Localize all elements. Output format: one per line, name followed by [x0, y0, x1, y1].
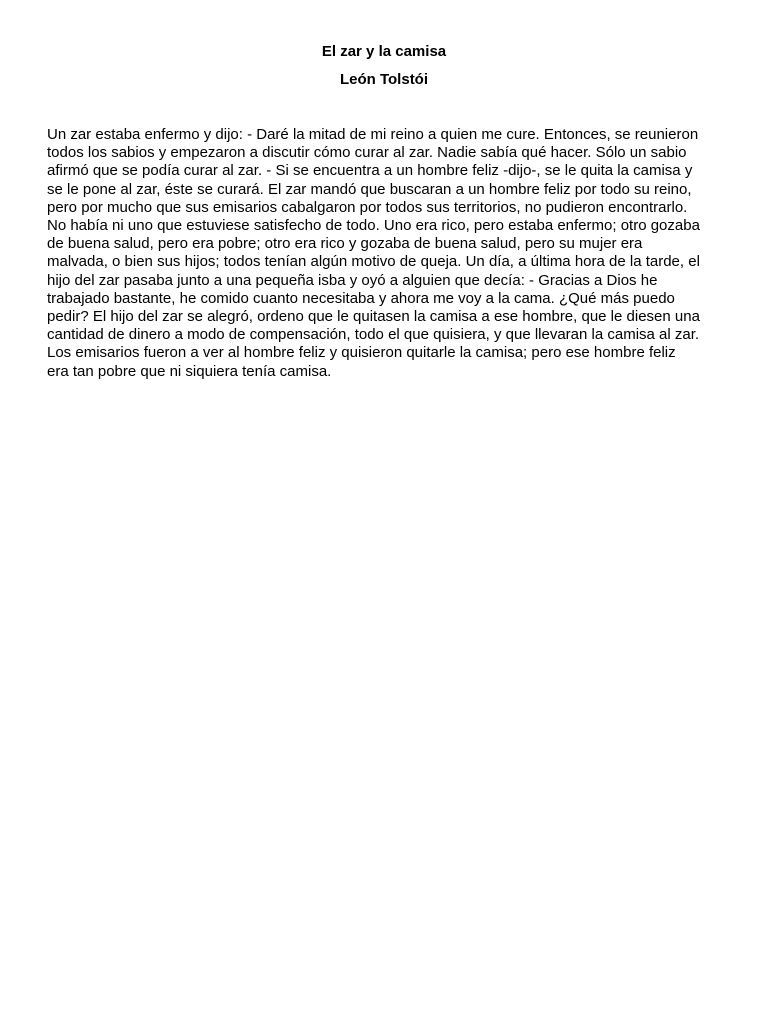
body-line: malvada, o bien sus hijos; todos tenían algún motivo de queja. Un día, a última hora de la tarde, el	[47, 253, 700, 271]
body-line: No había ni uno que estuviese satisfecho de todo. Uno era rico, pero estaba enfermo; otro gozaba	[47, 217, 700, 235]
body-line: se le pone al zar, éste se curará. El zar mandó que buscaran a un hombre feliz por todo su reino,	[47, 180, 692, 198]
body-line: Un zar estaba enfermo y dijo: - Daré la mitad de mi reino a quien me cure. Entonces, se reunieron	[47, 126, 699, 143]
body-line: afirmó que se podía curar al zar. - Si se encuentra a un hombre feliz -dijo-, se le quita la camisa y	[47, 162, 693, 180]
document-author: León Tolstói	[339, 71, 429, 88]
body-line: pero por mucho que sus emisarios cabalgaron por todos sus territorios, no pudieron encontrarlo.	[47, 198, 688, 216]
body-line: pedir? El hijo del zar se alegró, ordeno que le quitasen la camisa a ese hombre, que le diesen una	[47, 308, 700, 326]
body-line: de buena salud, pero era pobre; otro era rico y gozaba de buena salud, pero su mujer era	[47, 235, 643, 253]
document-title: El zar y la camisa	[321, 43, 447, 60]
body-line: trabajado bastante, he comido cuanto necesitaba y ahora me voy a la cama. ¿Qué más puedo	[47, 289, 675, 307]
body-line: cantidad de dinero a modo de compensación, todo el que quisiera, y que llevaran la camisa al zar.	[47, 326, 700, 344]
body-line: Los emisarios fueron a ver al hombre feliz y quisieron quitarle la camisa; pero ese hombre feliz	[47, 344, 676, 362]
body-line: era tan pobre que ni siquiera tenía camisa.	[47, 362, 332, 380]
body-line: hijo del zar pasaba junto a una pequeña isba y oyó a alguien que decía: - Gracias a Dios he	[47, 271, 658, 289]
body-paragraph	[47, 126, 737, 381]
body-line: todos los sabios y empezaron a discutir cómo curar al zar. Nadie sabía qué hacer. Sólo un sabio	[47, 144, 687, 162]
